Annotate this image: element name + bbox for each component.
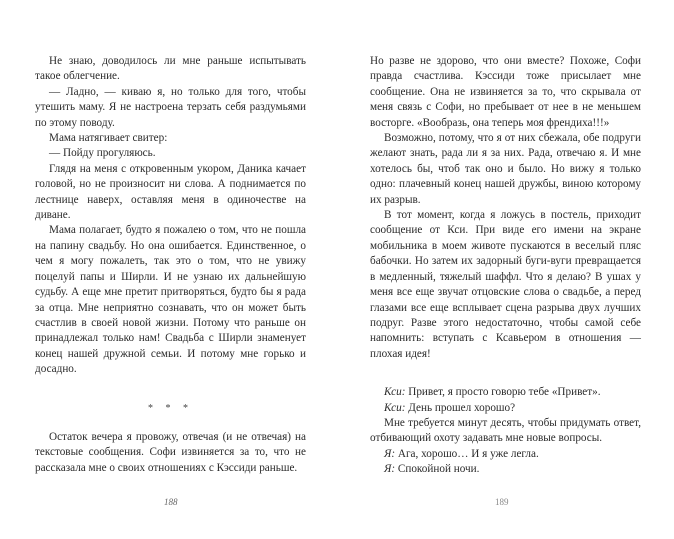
left-page-text [35, 54, 306, 476]
reply-speaker: Я: [384, 463, 396, 476]
paragraph: Не знаю, доводилось ли мне раньше испытывать такое облегчение. [35, 55, 306, 83]
right-page [337, 0, 674, 539]
page-number: 188 [164, 497, 178, 507]
page-footer [0, 476, 337, 539]
paragraph: — Пойду прогуляюсь. [49, 147, 156, 160]
reply-line [370, 447, 641, 462]
page-number: 189 [495, 497, 509, 507]
message-text: День прошел хорошо? [408, 401, 516, 414]
paragraph: В тот момент, когда я ложусь в постель, приходит сообщение от Кси. При виде его имени на экране мобильника в моем животе пускаются в веселый пляс бабочки. Но затем их задорный буги-вуги превращается в медленный, тяжелый шаффл. Что я делаю? В ушах у меня все еще звучат отцовские слова о свадьбе, а перед глазами все еще всплывает сцена разрыва двух лучших подруг. Разве этого недостаточно, чтобы самой себе напомнить: вступать с Ксавьером в отношения — плохая идея! [370, 209, 641, 360]
right-page-text [370, 54, 641, 478]
message-line [370, 385, 641, 400]
paragraph: Возможно, потому, что я от них сбежала, обе подруги желают знать, рада ли я за них. Рада, отвечаю я. И мне хотелось бы, чтоб так оно и было. Но вижу я только одно: плачевный конец нашей дружбы, виною которому их разрыв. [370, 132, 641, 206]
message-speaker: Кси: [384, 386, 406, 399]
paragraph: Но разве не здорово, что они вместе? Похоже, Софи правда счастлива. Кэссиди тоже присылает мне сообщение. Она не извиняется за то, что скрывала от меня связь с Софи, но пребывает от нее в не меньшем восторге. «Вообразь, она теперь моя френдиха!!!» [370, 55, 641, 129]
paragraph: Остаток вечера я провожу, отвечая (и не отвечая) на текстовые сообщения. Софи извиняется за то, что не рассказала мне о своих отношениях с Кэссиди раньше. [35, 430, 306, 474]
page-footer [337, 478, 674, 539]
paragraph: — Ладно, — киваю я, но только для того, чтобы утешить маму. Я не настроена терзать себя раздумьями по этому поводу. [35, 85, 306, 129]
paragraph: Мне требуется минут десять, чтобы придумать ответ, отбивающий охоту задавать мне новые вопросы. [370, 416, 641, 445]
reply-speaker: Я: [384, 447, 396, 460]
message-speaker: Кси: [384, 401, 406, 414]
section-separator: * * * [148, 402, 193, 414]
reply-text: Спокойной ночи. [397, 463, 480, 476]
reply-text: Ага, хорошо… И я уже легла. [397, 447, 539, 460]
message-line [370, 401, 641, 416]
reply-line [370, 462, 641, 477]
paragraph: Глядя на меня с откровенным укором, Даника качает головой, но не произносит ни слова. А поднимается по лестнице наверх, оставляя меня в одиночестве на диване. [35, 162, 306, 222]
spacer [370, 362, 641, 385]
paragraph: Мама натягивает свитер: [49, 132, 168, 145]
message-text: Привет, я просто говорю тебе «Привет». [408, 386, 601, 399]
paragraph: Мама полагает, будто я пожалею о том, что не пошла на папину свадьбу. Но она ошибается. Единственное, о чем я могу пожалеть, так это о том, что не увижу поцелуй папы и Ширли. И не узнаю их дальнейшую судьбу. А еще мне претит притворяться, будто бы я рада за отца. Мне неприятно сознавать, что он может быть счастлив в своей новой жизни. Потому что раньше он принадлежал только нам! Свадьба с Ширли знаменует конец нашей дружной семьи. И потому мне горько и досадно. [35, 224, 306, 376]
